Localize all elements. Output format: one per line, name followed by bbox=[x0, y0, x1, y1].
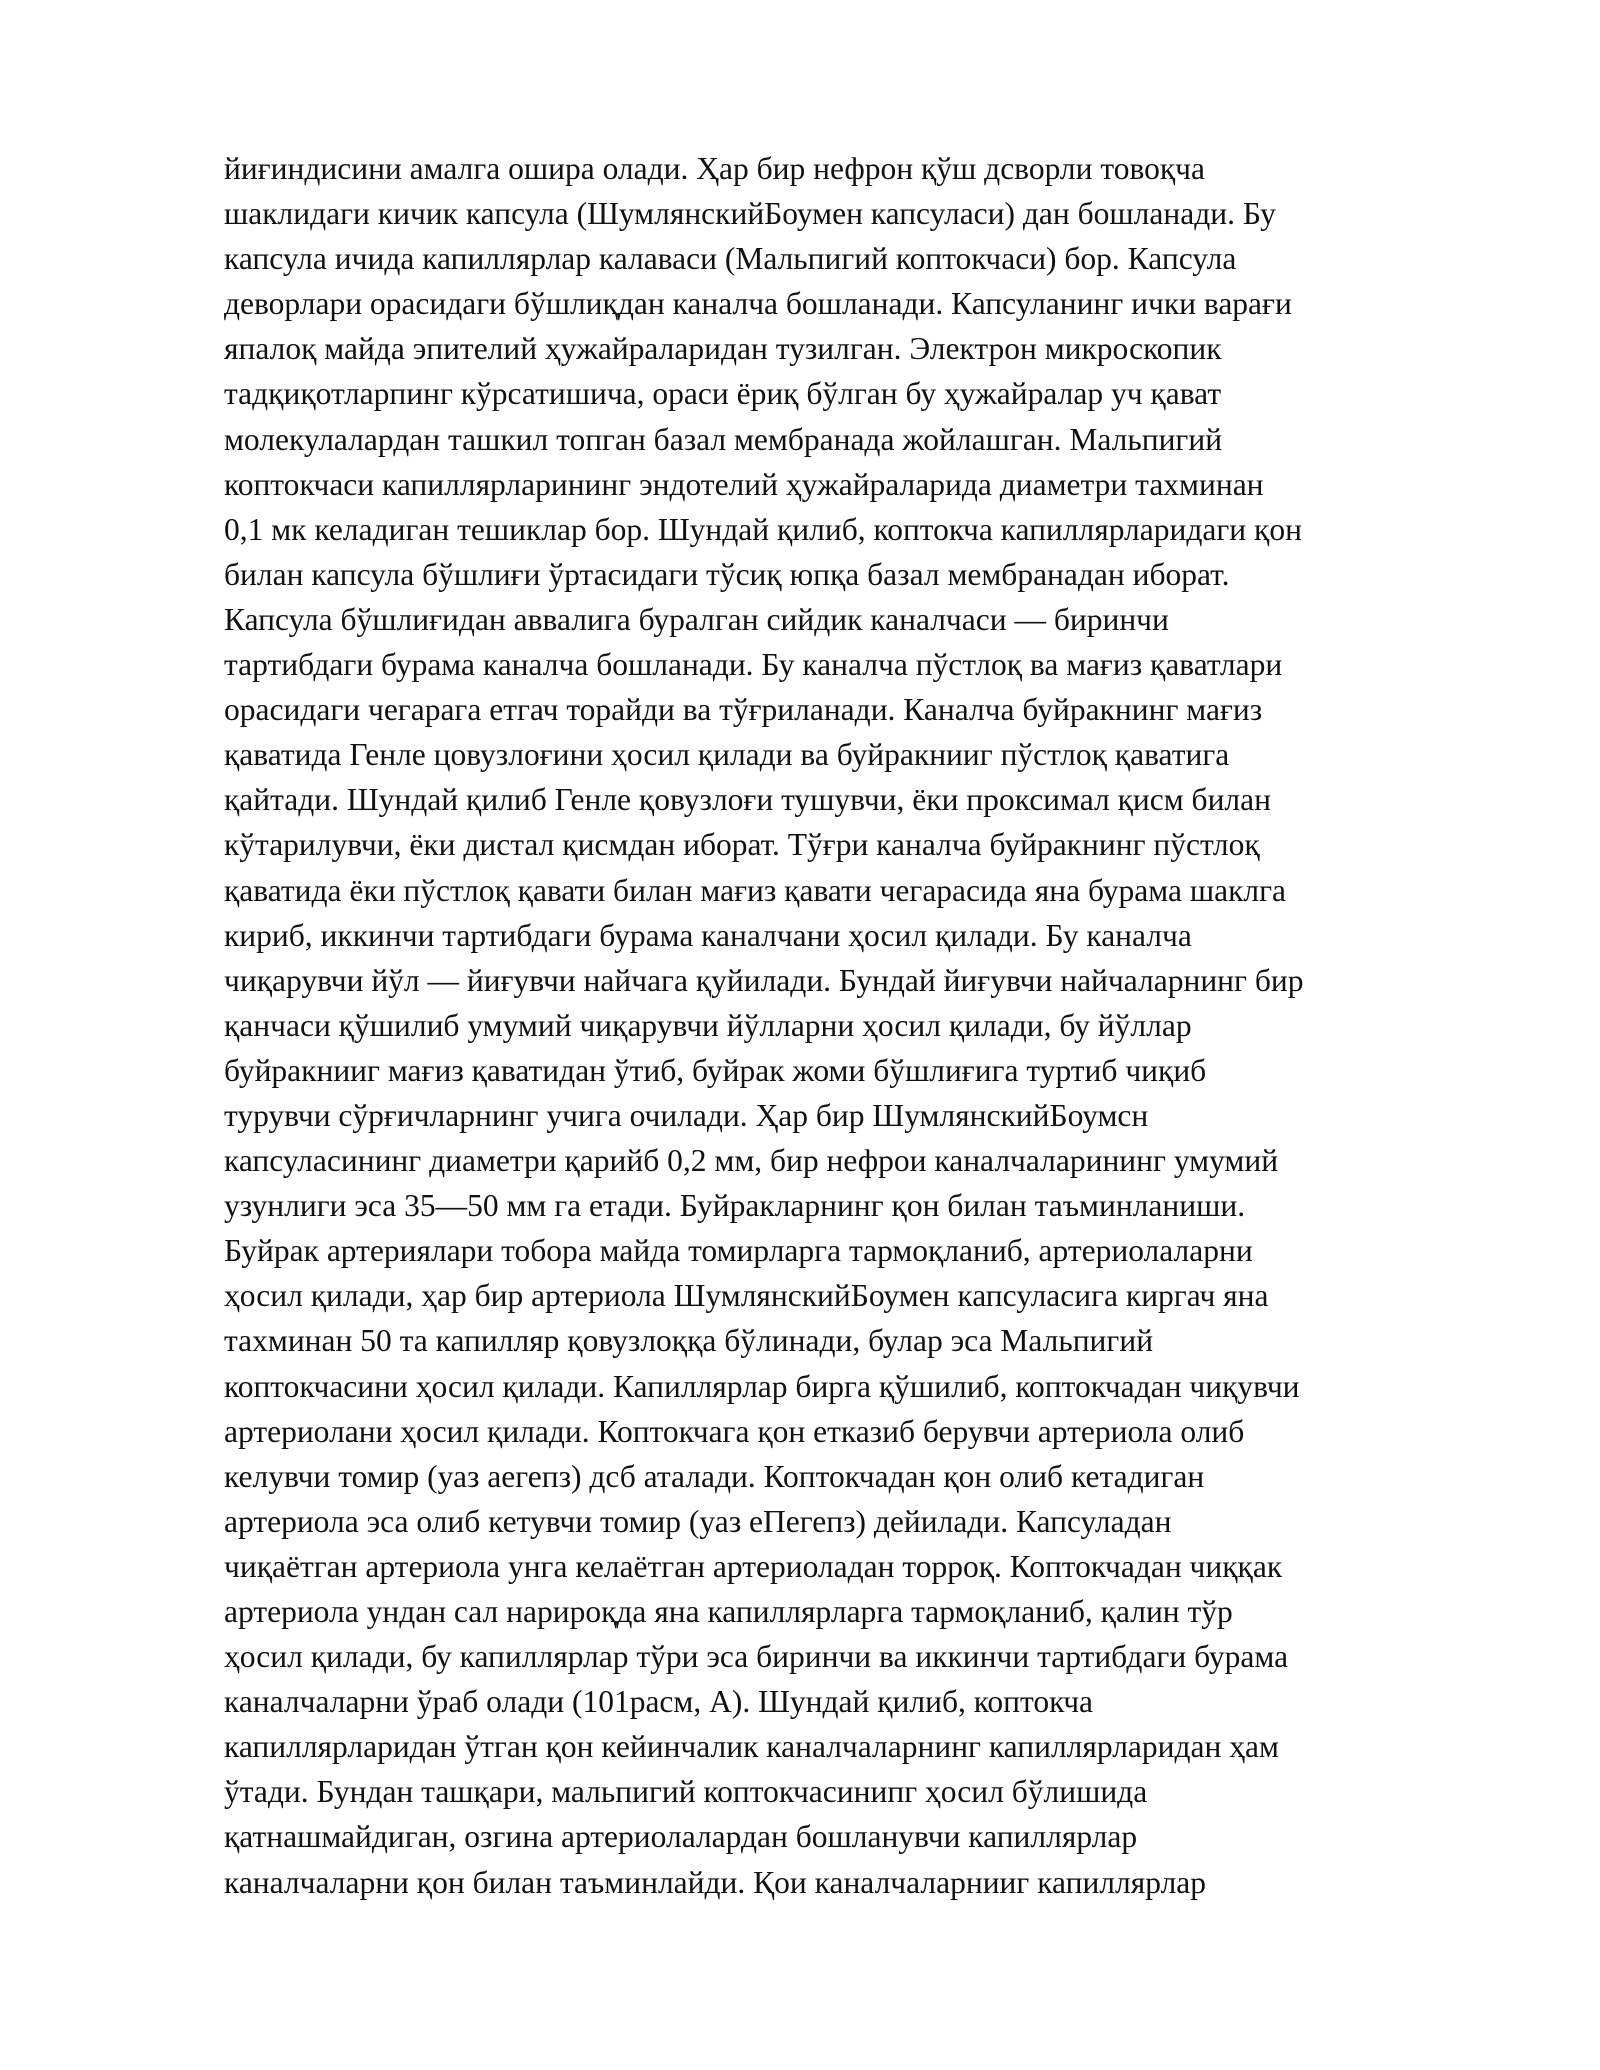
text-line: Капсула бўшлиғидан аввалига буралган сийдик каналчаси — биринчи bbox=[224, 601, 1169, 637]
text-line: қайтади. Шундай қилиб Генле қовузлоғи тушувчи, ёки проксимал қисм билан bbox=[224, 782, 1271, 818]
text-line: артериола эса олиб кетувчи томир (уаз еПегепз) дейилади. Капсуладан bbox=[224, 1503, 1172, 1539]
text-line: буйракнииг мағиз қаватидан ўтиб, буйрак жоми бўшлиғига туртиб чиқиб bbox=[224, 1052, 1207, 1088]
text-line: қаватида ёки пўстлоқ қавати билан мағиз қавати чегарасида яна бурама шаклга bbox=[224, 872, 1287, 908]
text-line: Буйрак артериялари тобора майда томирларга тармоқланиб, артериолаларни bbox=[224, 1233, 1253, 1269]
text-line: капсула ичида капиллярлар калаваси (Мальпигий коптокчаси) бор. Капсула bbox=[224, 241, 1237, 277]
text-line: ҳосил қилади, ҳар бир артериола ШумлянскийБоумен капсуласига киргач яна bbox=[224, 1278, 1269, 1314]
text-line: япалоқ майда эпителий ҳужайраларидан тузилган. Электрон микроскопик bbox=[224, 331, 1222, 367]
text-line: артериола ундан сал нарироқда яна капиллярларга тармоқланиб, қалин тўр bbox=[224, 1594, 1233, 1629]
text-line: каналчаларни қон билан таъминлайди. Қои каналчаларнииг капиллярлар bbox=[224, 1864, 1207, 1900]
text-line: чиқаётган артериола унга келаётган артериоладан торроқ. Коптокчадан чиққак bbox=[224, 1548, 1283, 1584]
text-line: шаклидаги кичик капсула (ШумлянскийБоумен капсуласи) дан бошланади. Бу bbox=[224, 196, 1276, 232]
text-line: тартибдаги бурама каналча бошланади. Бу каналча пўстлоқ ва мағиз қаватлари bbox=[224, 647, 1283, 683]
text-line: коптокчаси капиллярларининг эндотелий ҳужайраларида диаметри тахминан bbox=[224, 466, 1264, 502]
text-line: кўтарилувчи, ёки дистал қисмдан иборат. Тўғри каналча буйракнинг пўстлоқ bbox=[224, 827, 1260, 863]
text-line: капиллярларидан ўтган қон кейинчалик каналчаларнинг капиллярларидан ҳам bbox=[224, 1729, 1279, 1765]
text-line: 0,1 мк келадиган тешиклар бор. Шундай қилиб, коптокча капиллярларидаги қон bbox=[224, 511, 1302, 547]
text-line: қатнашмайдиган, озгина артериолалардан бошланувчи капиллярлар bbox=[224, 1819, 1138, 1855]
body-text bbox=[224, 146, 1524, 1905]
text-line: каналчаларни ўраб олади (101расм, А). Шундай қилиб, коптокча bbox=[224, 1684, 1094, 1720]
text-line: турувчи сўрғичларнинг учига очилади. Ҳар бир ШумлянскийБоумсн bbox=[224, 1097, 1149, 1133]
text-line: тахминан 50 та капилляр қовузлоққа бўлинади, булар эса Мальпигий bbox=[224, 1323, 1154, 1359]
text-line: қанчаси қўшилиб умумий чиқарувчи йўлларни ҳосил қилади, бу йўллар bbox=[224, 1007, 1192, 1043]
text-line: билан капсула бўшлиғи ўртасидаги тўсиқ юпқа базал мембранадан иборат. bbox=[224, 556, 1230, 592]
text-line: йиғиндисини амалга ошира олади. Ҳар бир нефрон қўш дсворли товоқча bbox=[224, 151, 1206, 186]
text-line: орасидаги чегарага етгач торайди ва тўғриланади. Каналча буйракнинг мағиз bbox=[224, 692, 1263, 728]
text-line: чиқарувчи йўл — йиғувчи найчага қуйилади. Бундай йиғувчи найчаларнинг бир bbox=[224, 962, 1304, 998]
text-line: коптокчасини ҳосил қилади. Капиллярлар бирга қўшилиб, коптокчадан чиқувчи bbox=[224, 1368, 1300, 1404]
text-line: молекулалардан ташкил топган базал мембранада жойлашган. Мальпигий bbox=[224, 421, 1223, 457]
text-line: ўтади. Бундан ташқари, мальпигий коптокчасинипг ҳосил бўлишида bbox=[224, 1774, 1148, 1810]
text-line: қаватида Генле цовузлоғини ҳосил қилади ва буйракнииг пўстлоқ қаватига bbox=[224, 737, 1230, 773]
text-line: капсуласининг диаметри қарийб 0,2 мм, бир нефрои каналчаларининг умумий bbox=[224, 1143, 1279, 1179]
text-line: келувчи томир (уаз аегепз) дсб аталади. Коптокчадан қон олиб кетадиган bbox=[224, 1458, 1205, 1494]
text-line: тадқиқотларпинг кўрсатишича, ораси ёриқ бўлган бу ҳужайралар уч қават bbox=[224, 376, 1222, 412]
text-line: артериолани ҳосил қилади. Коптокчага қон етказиб берувчи артериола олиб bbox=[224, 1413, 1245, 1449]
text-line: узунлиги эса 35—50 мм га етади. Буйракларнинг қон билан таъминланиши. bbox=[224, 1188, 1246, 1224]
text-line: ҳосил қилади, бу капиллярлар тўри эса биринчи ва иккинчи тартибдаги бурама bbox=[224, 1639, 1289, 1675]
text-line: кириб, иккинчи тартибдаги бурама каналчани ҳосил қилади. Бу каналча bbox=[224, 917, 1192, 953]
text-line: деворлари орасидаги бўшлиқдан каналча бошланади. Капсуланинг ички варағи bbox=[224, 286, 1292, 322]
